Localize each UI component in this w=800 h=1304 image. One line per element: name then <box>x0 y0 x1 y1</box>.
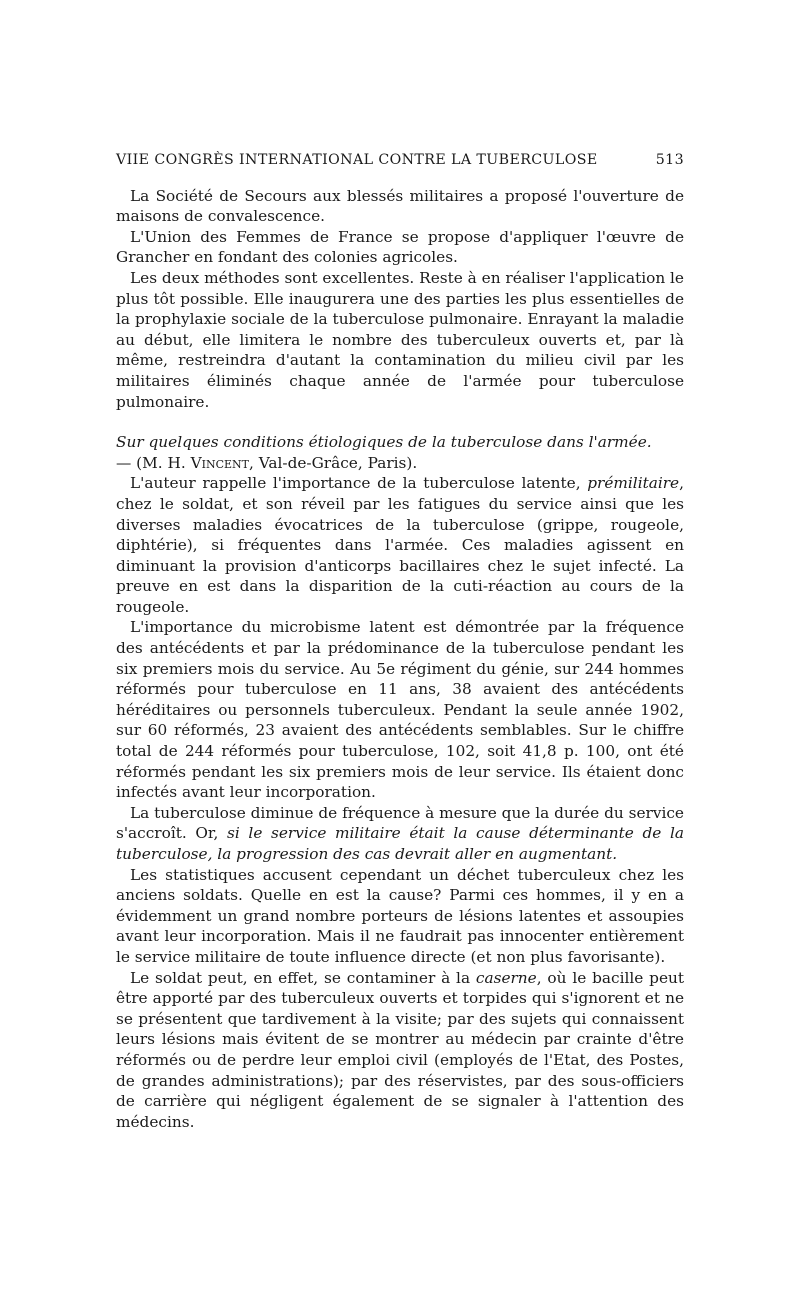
emphasis-text: prémilitaire <box>587 474 680 493</box>
article-heading <box>116 432 684 473</box>
paragraph-text: La tuberculose diminue de fréquence à mesure que la durée du service s'accroît. Or, <box>116 803 684 843</box>
paragraph-caserne <box>116 968 684 1133</box>
author-name: Vincent <box>190 453 250 472</box>
paragraph-statistiques: Les statistiques accusent cependant un déchet tuberculeux chez les anciens soldats. Quelle en est la cause? Parmi ces hommes, il y en a évidemment un grand nombre porteurs de lésions latentes et assoupies avant leur incorporation. Mais il ne faudrait pas innocenter entièrement le service militaire de toute influence directe (et non plus favorisante). <box>116 865 684 966</box>
paragraph-tuberculose-latente <box>116 473 684 617</box>
paragraph-deux-methodes: Les deux méthodes sont excellentes. Reste à en réaliser l'application le plus tôt possible. Elle inaugurera une des parties les plus essentielles de la prophylaxie sociale de la tuberculose pulmonaire. Enrayant la maladie au début, elle limitera le nombre des tuberculeux ouverts et, par là même, restreindra d'autant la contamination du milieu civil par les militaires éliminés chaque année de l'armée pour tuberculose pulmonaire. <box>116 268 684 411</box>
paragraph-union-femmes: L'Union des Femmes de France se propose d'appliquer l'œuvre de Grancher en fondant des colonies agricoles. <box>116 227 684 267</box>
author-affiliation: , Val-de-Grâce, Paris). <box>249 453 418 472</box>
paragraph-frequence <box>116 803 684 865</box>
emphasis-text: si le service militaire était la cause déterminante de la tuberculose, la progression des cas devrait aller en augmentant. <box>116 824 684 863</box>
emphasis-text: caserne <box>475 968 537 987</box>
running-header <box>116 150 684 171</box>
running-title: VIIE CONGRÈS INTERNATIONAL CONTRE LA TUBERCULOSE <box>116 152 598 168</box>
page-number: 513 <box>655 152 684 168</box>
author-prefix: — (M. H. <box>116 453 191 472</box>
paragraph-text: , chez le soldat, et son réveil par les fatigues du service ainsi que les diverses maladies évocatrices de la tuberculose (grippe, rougeole, diphtérie), si fréquentes dans l'armée. Ces maladies agissent en diminuant la provision d'anticorps bacillaires chez le sujet infecté. La preuve en est dans la disparition de la cuti-réaction au cours de la rougeole. <box>116 474 684 616</box>
article-title: Sur quelques conditions étiologiques de la tuberculose dans l'armée. <box>116 433 652 452</box>
paragraph-text: L'auteur rappelle l'importance de la tuberculose latente, <box>130 474 588 493</box>
paragraph-text: , où le bacille peut être apporté par des tuberculeux ouverts et torpides qui s'ignorent et ne se présentent que tardivement à la visite; par des sujets qui connaissent leurs lésions mais évitent de se montrer au médecin par crainte d'être réformés ou de perdre leur emploi civil (employés de l'Etat, des Postes, de grandes administrations); par des réservistes, par des sous-officiers de carrière qui négligent également de se signaler à l'attention des médecins. <box>116 968 684 1131</box>
paragraph-text: Le soldat peut, en effet, se contaminer à la <box>130 968 476 987</box>
paragraph-microbisme-latent: L'importance du microbisme latent est démontrée par la fréquence des antécédents et par la prédominance de la tuberculose pendant les six premiers mois du service. Au 5e régiment du génie, sur 244 hommes réformés pour tuberculose en 11 ans, 38 avaient des antécédents héréditaires ou personnels tuberculeux. Pendant la seule année 1902, sur 60 réformés, 23 avaient des antécédents semblables. Sur le chiffre total de 244 réformés pour tuberculose, 102, soit 41,8 p. 100, ont été réformés pendant les six premiers mois de leur service. Ils étaient donc infectés avant leur incorporation. <box>116 618 684 802</box>
paragraph-societe-secours: La Société de Secours aux blessés militaires a proposé l'ouverture de maisons de convalescence. <box>116 186 684 226</box>
book-page <box>116 150 684 1132</box>
